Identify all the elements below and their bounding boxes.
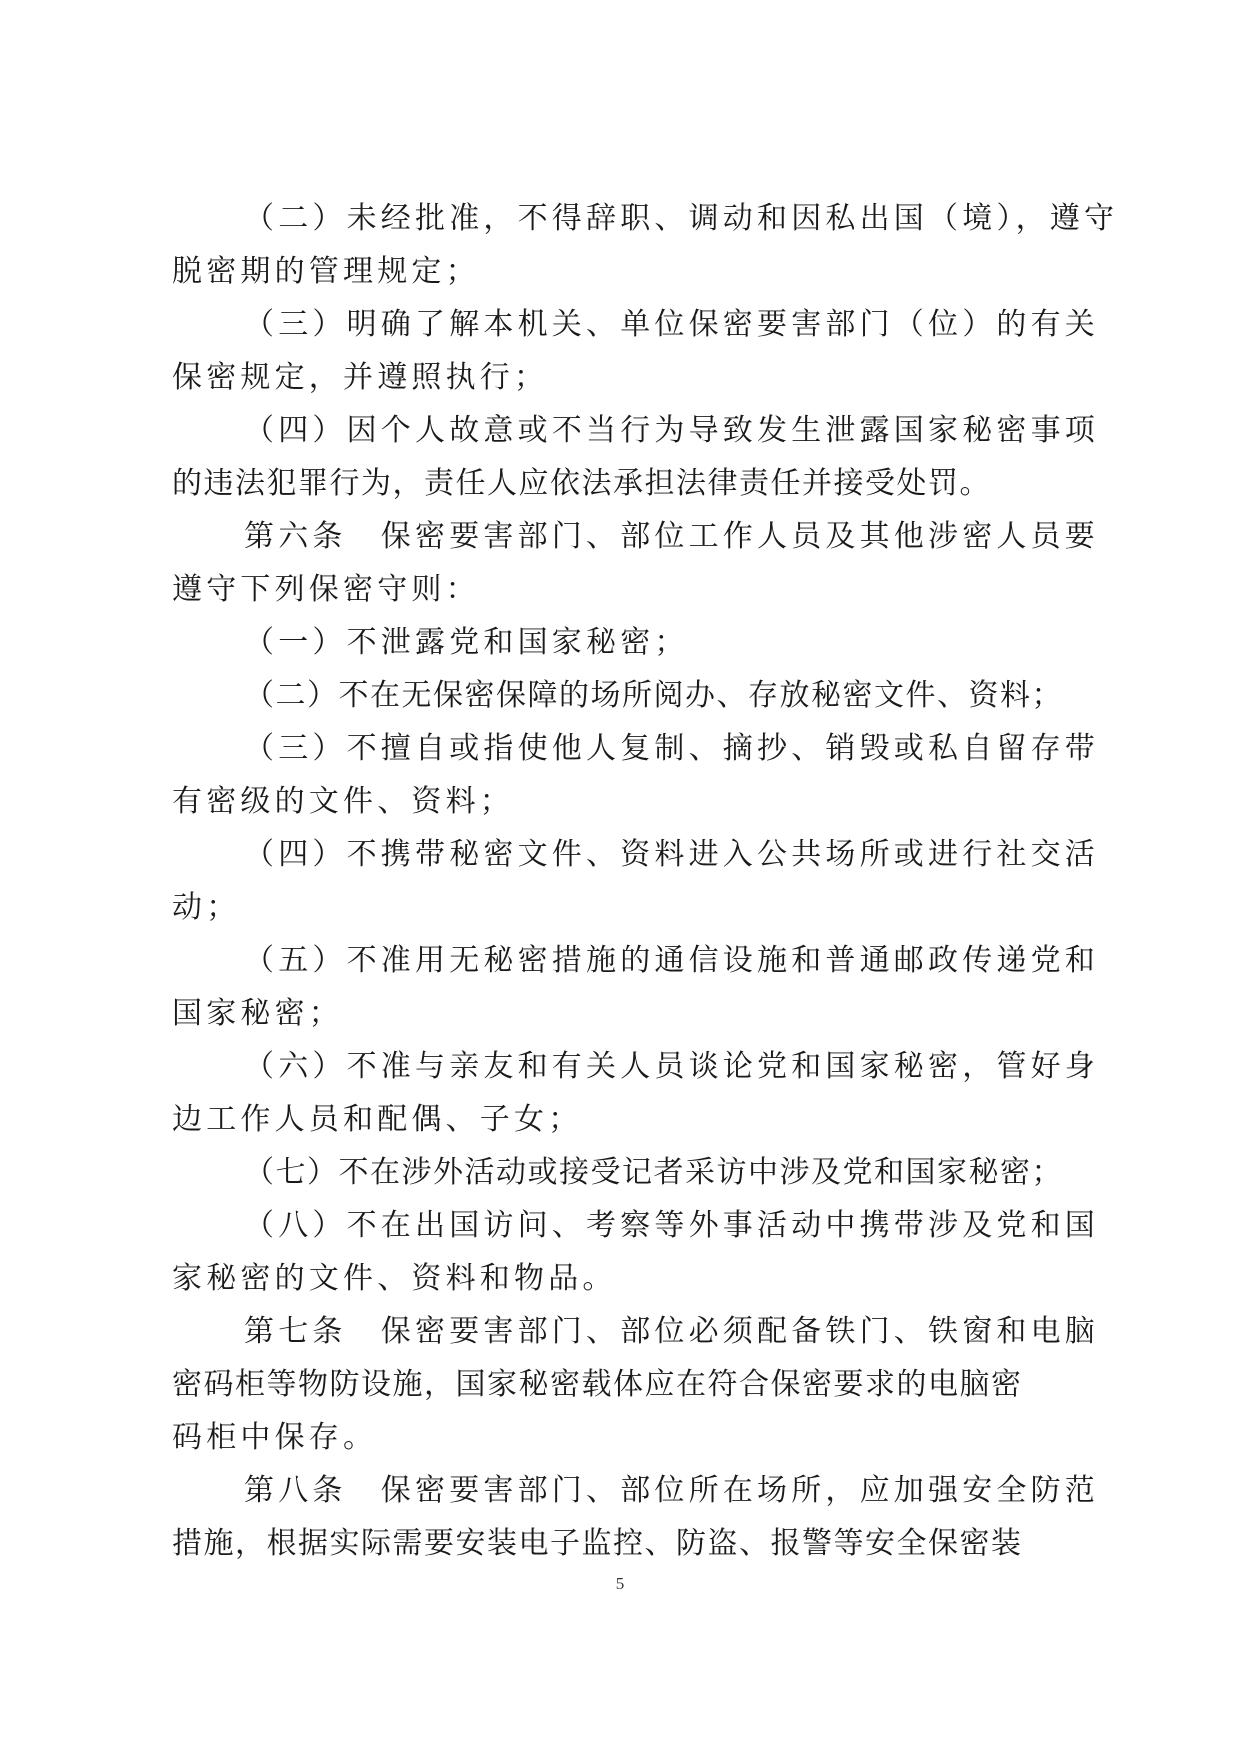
article-heading-line: 第七条 保密要害部门、部位必须配备铁门、铁窗和电脑	[244, 1314, 1099, 1349]
text-line: 遵守下列保密守则：	[172, 572, 480, 607]
text-line: 有密级的文件、资料；	[172, 784, 514, 819]
article-heading-line: 第八条 保密要害部门、部位所在场所，应加强安全防范	[244, 1473, 1099, 1508]
text-line: （四）不携带秘密文件、资料进入公共场所或进行社交活	[244, 837, 1099, 872]
text-line: （一）不泄露党和国家秘密；	[244, 625, 689, 660]
text-line: （六）不准与亲友和有关人员谈论党和国家秘密，管好身	[244, 1049, 1099, 1084]
page-number: 5	[615, 1574, 625, 1593]
text-line: （七）不在涉外活动或接受记者采访中涉及党和国家秘密；	[244, 1155, 1063, 1190]
text-line: 边工作人员和配偶、子女；	[172, 1102, 583, 1137]
text-line: 国家秘密；	[172, 996, 343, 1031]
text-line: （五）不准用无秘密措施的通信设施和普通邮政传递党和	[244, 943, 1099, 978]
text-line: 密码柜等物防设施，国家秘密载体应在符合保密要求的电脑密	[172, 1367, 1023, 1402]
text-line: （四）因个人故意或不当行为导致发生泄露国家秘密事项	[244, 413, 1099, 448]
document-body	[172, 192, 1119, 1570]
text-line: 动；	[172, 890, 241, 925]
text-line: （二）不在无保密保障的场所阅办、存放秘密文件、资料；	[244, 678, 1063, 713]
text-line: （二）未经批准，不得辞职、调动和因私出国（境），遵守	[244, 201, 1119, 236]
text-line: （八）不在出国访问、考察等外事活动中携带涉及党和国	[244, 1208, 1099, 1243]
text-line: 脱密期的管理规定；	[172, 254, 480, 289]
text-line: 码柜中保存。	[172, 1420, 378, 1455]
text-line: 措施，根据实际需要安装电子监控、防盗、报警等安全保密装	[172, 1526, 1023, 1561]
text-line: 的违法犯罪行为，责任人应依法承担法律责任并接受处罚。	[172, 466, 991, 501]
text-line: （三）不擅自或指使他人复制、摘抄、销毁或私自留存带	[244, 731, 1099, 766]
article-heading-line: 第六条 保密要害部门、部位工作人员及其他涉密人员要	[244, 519, 1099, 554]
text-line: 家秘密的文件、资料和物品。	[172, 1261, 617, 1296]
text-line: （三）明确了解本机关、单位保密要害部门（位）的有关	[244, 307, 1099, 342]
text-line: 保密规定，并遵照执行；	[172, 360, 549, 395]
